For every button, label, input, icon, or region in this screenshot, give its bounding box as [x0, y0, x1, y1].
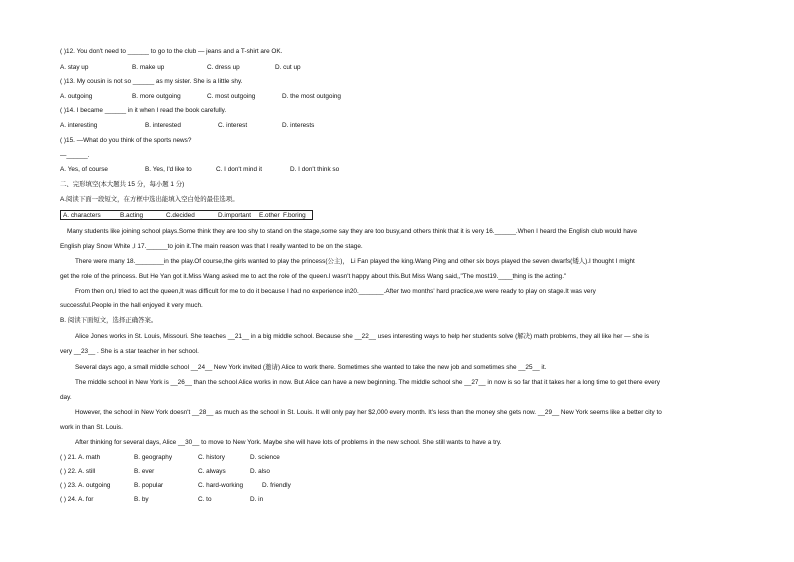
- q22-option: ( ) 22. A. still: [60, 468, 96, 475]
- q14-stem: ( )14. I became ______ in it when I read the book carefully.: [60, 107, 227, 114]
- q24-option: C. to: [198, 496, 212, 503]
- q14-option-b: B. interested: [145, 122, 181, 129]
- q15-option-b: B. Yes, I'd like to: [145, 166, 192, 173]
- passage-b-line: After thinking for several days, Alice __30__ to move to New York. Maybe she will have lots of problems in the new school. She still wants to have a try.: [75, 439, 502, 446]
- q22-option: D. also: [250, 468, 270, 475]
- passage-a-line: English play Snow White ,I 17.______to join it.The main reason was that I really wanted to be on the stage.: [60, 243, 363, 250]
- word-box-item: E.other: [259, 212, 280, 219]
- q13-option-c: C. most outgoing: [207, 93, 256, 100]
- q23-option: B. popular: [134, 482, 164, 489]
- passage-a-line: get the role of the princess. But He Yan got it.Miss Wang asked me to act the role of the queen.I wasn't happy about this.But Miss Wang said,,"The most19.____thing is the acting.": [60, 273, 567, 280]
- passage-a-line: There were many 18.________in the play.Of course,the girls wanted to play the princess(公主)， Li Fan played the king.Wang Ping and other six boys played the seven dwarfs(矮人).I thought I might: [75, 258, 635, 265]
- q12-stem: ( )12. You don't need to ______ to go to the club — jeans and a T-shirt are OK.: [60, 48, 283, 55]
- q23-option: C. hard-working: [198, 482, 244, 489]
- q15-option-c: C. I don't mind it: [216, 166, 262, 173]
- passage-b-line: Several days ago, a small middle school __24__ New York invited (邀请) Alice to work there. Sometimes she wanted to take the new job and sometimes she __25__ it.: [75, 364, 547, 371]
- q15-option-d: D. I don't think so: [290, 166, 340, 173]
- section-title: 二、完形填空(本大题共 15 分，每小题 1 分): [60, 181, 185, 188]
- passage-b-line: However, the school in New York doesn't __28__ as much as the school in St. Louis. It will only pay her $2,000 every month. It's less than the money she gets now. __29__ New York seems like a better city to: [75, 409, 662, 416]
- word-box-item: A. characters: [63, 212, 101, 219]
- q14-option-a: A. interesting: [60, 122, 98, 129]
- q14-option-c: C. interest: [218, 122, 248, 129]
- q12-option-c: C. dress up: [207, 64, 240, 71]
- q23-option: ( ) 23. A. outgoing: [60, 482, 111, 489]
- q13-stem: ( )13. My cousin is not so ______ as my sister. She is a little shy.: [60, 78, 243, 85]
- word-box-item: F.boring: [283, 212, 306, 219]
- q13-option-a: A. outgoing: [60, 93, 93, 100]
- word-box-item: C.decided: [166, 212, 195, 219]
- passage-a-line: successful.People in the hall enjoyed it very much.: [60, 302, 203, 309]
- q21-option: B. geography: [134, 454, 173, 461]
- q12-option-b: B. make up: [132, 64, 165, 71]
- word-box-item: D.important: [218, 212, 252, 219]
- q13-option-b: B. more outgoing: [132, 93, 181, 100]
- passage-b-line: day.: [60, 394, 72, 401]
- passage-b-line: Alice Jones works in St. Louis, Missouri. She teaches __21__ in a big middle school. Because she __22__ uses interesting ways to help her students solve (解决) math problems, they all like her — she is: [75, 333, 650, 340]
- q13-option-d: D. the most outgoing: [282, 93, 341, 100]
- q14-option-d: D. interests: [282, 122, 315, 129]
- q22-option: B. ever: [134, 468, 155, 475]
- word-box: [60, 210, 313, 220]
- q12-option-d: D. cut up: [275, 64, 301, 71]
- q23-option: D. friendly: [262, 482, 291, 489]
- q24-option: D. in: [250, 496, 264, 503]
- q21-option: ( ) 21. A. math: [60, 454, 101, 461]
- q15-stem: ( )15. —What do you think of the sports news?: [60, 137, 192, 144]
- passage-a-line: From then on,I tried to act the queen,It was difficult for me to do it because I had no experience in20._______.After two months' hard practice,we were ready to play on stage.It was very: [75, 288, 596, 295]
- word-box-item: B.acting: [120, 212, 144, 219]
- q15-option-a: A. Yes, of course: [60, 166, 108, 173]
- q21-option: D. science: [250, 454, 280, 461]
- passage-b-line: The middle school in New York is __26__ than the school Alice works in now. But Alice can have a new beginning. The middle school she __27__ in now is so far that it takes her a long time to get there every: [75, 379, 660, 386]
- q24-option: ( ) 24. A. for: [60, 496, 94, 503]
- q21-option: C. history: [198, 454, 225, 461]
- passage-a-line: Many students like joining school plays.Some think they are too shy to stand on the stage,some say they are too busy,and others think that it is very 16.______.When I heard the English club would have: [67, 228, 638, 235]
- q22-option: C. always: [198, 468, 226, 475]
- q12-option-a: A. stay up: [60, 64, 89, 71]
- q24-option: B. by: [134, 496, 149, 503]
- passage-b-line: very __23__ . She is a star teacher in her school.: [60, 348, 199, 355]
- part-a-instruction: A.阅读下面一段短文，在方框中选出能填入空白处的最佳选项。: [60, 196, 239, 203]
- passage-b-line: work in than St. Louis.: [60, 424, 123, 431]
- part-b-instruction: B. 阅读下面短文，选择正确答案。: [60, 317, 158, 324]
- q15-answer-line: —______.: [60, 152, 90, 159]
